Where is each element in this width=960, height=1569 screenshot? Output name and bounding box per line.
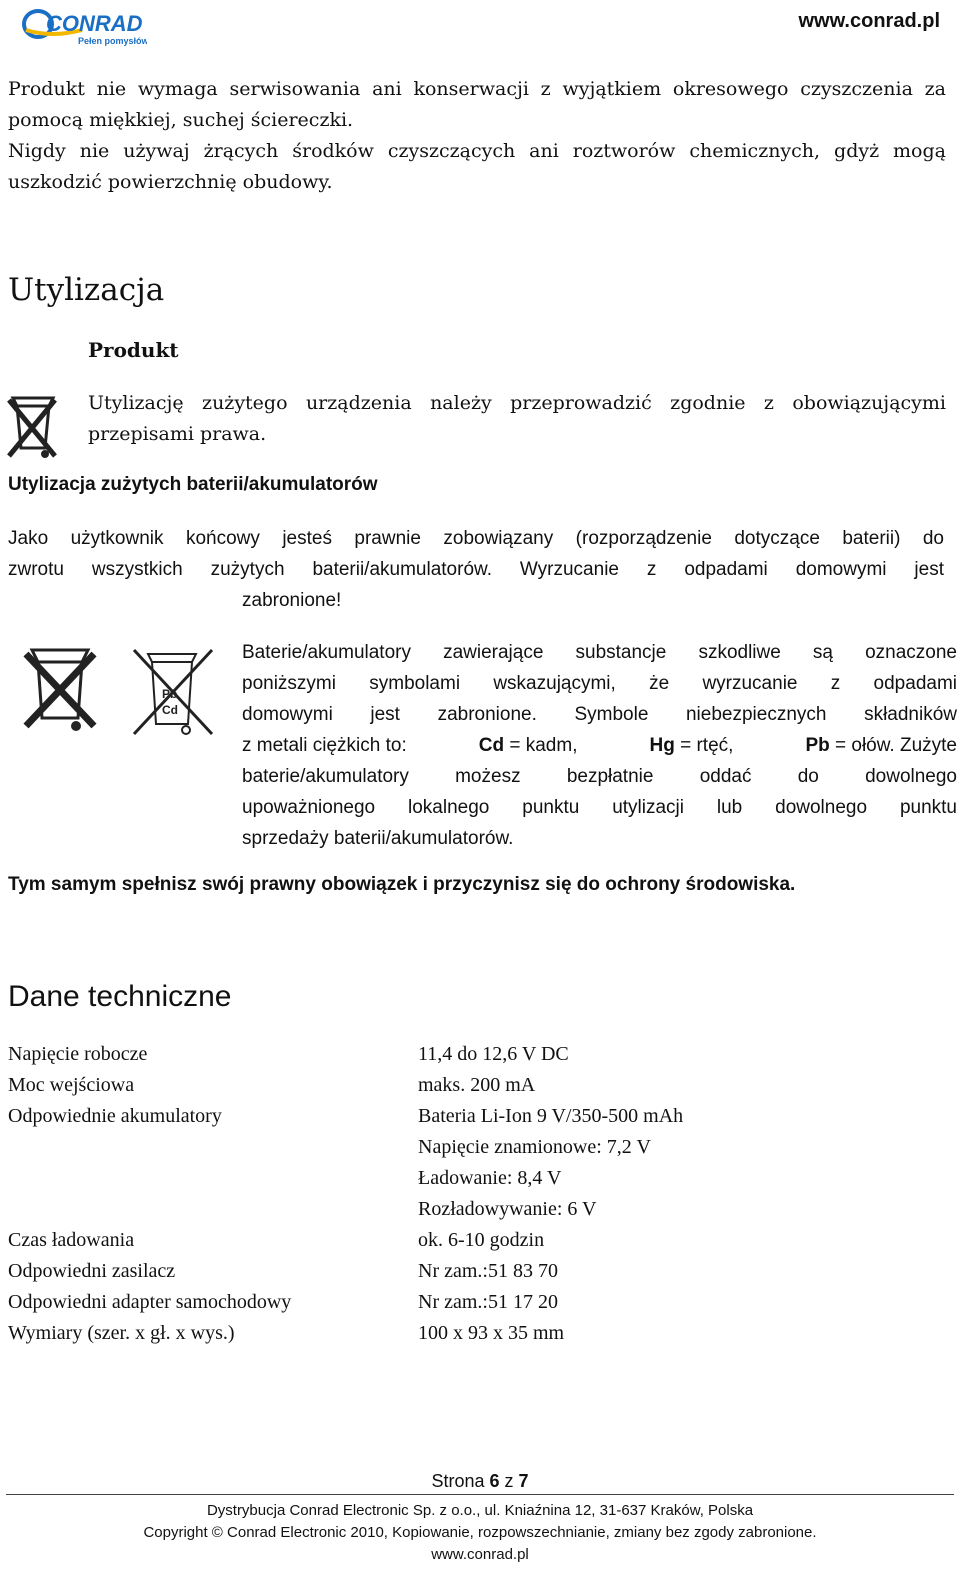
tech-label: Odpowiedni zasilacz (8, 1260, 176, 1282)
tech-heading: Dane techniczne (8, 980, 232, 1013)
utylizacja-heading: Utylizacja (8, 272, 165, 308)
tech-label: Odpowiedni adapter samochodowy (8, 1291, 292, 1313)
svg-text:CONRAD: CONRAD (46, 11, 143, 36)
tech-value: 100 x 93 x 35 mm (418, 1322, 565, 1344)
produkt-text-1: Utylizację zużytego urządzenia należy przeprowadzić zgodnie z obowiązującymi (88, 392, 946, 414)
footer-copyright: Copyright © Conrad Electronic 2010, Kopiowanie, rozpowszechnianie, zmiany bez zgody zabronione. (143, 1524, 817, 1541)
metals-line (242, 730, 957, 761)
symbols-line-7: sprzedaży baterii/akumulatorów. (242, 828, 514, 849)
tech-label: Wymiary (szer. x gł. x wys.) (8, 1322, 235, 1344)
metal-hg: Hg = rtęć, (649, 735, 734, 756)
intro-line-4: uszkodzić powierzchnię obudowy. (8, 171, 333, 193)
symbols-line-2: poniższymi symbolami wskazującymi, że wyrzucanie z odpadami (242, 673, 957, 694)
svg-text:Pb: Pb (162, 687, 178, 701)
page-number: Strona 6 z 7 (431, 1471, 529, 1491)
metal-cd: Cd = kadm, (478, 735, 578, 756)
footer-url: www.conrad.pl (431, 1546, 529, 1563)
footer-address: Dystrybucja Conrad Electronic Sp. z o.o., ul. Kniaźnina 12, 31-637 Kraków, Polska (206, 1502, 754, 1519)
svg-text:Cd: Cd (162, 703, 178, 717)
conrad-logo (22, 4, 147, 48)
tech-label: Odpowiednie akumulatory (8, 1105, 222, 1127)
symbols-line-6: upoważnionego lokalnego punktu utylizacji lub dowolnego punktu (242, 797, 957, 818)
battery-text-3: zabronione! (242, 590, 342, 611)
closing-statement: Tym samym spełnisz swój prawny obowiązek i przyczynisz się do ochrony środowiska. (8, 874, 796, 895)
produkt-text-2: przepisami prawa. (88, 423, 267, 445)
tech-value: Nr zam.:51 17 20 (418, 1291, 558, 1313)
battery-bin-icon (18, 642, 102, 743)
hazardous-bin-icon (126, 644, 218, 745)
tech-value: ok. 6-10 godzin (418, 1229, 545, 1251)
tech-value: Napięcie znamionowe: 7,2 V (418, 1136, 651, 1158)
footer-divider (6, 1494, 954, 1495)
produkt-heading: Produkt (88, 338, 179, 362)
battery-text-2: zwrotu wszystkich zużytych baterii/akumulatorów. Wyrzucanie z odpadami domowymi jest (8, 559, 944, 580)
tech-label: Czas ładowania (8, 1229, 135, 1251)
tech-value: maks. 200 mA (418, 1074, 536, 1096)
tech-label: Moc wejściowa (8, 1074, 135, 1096)
site-url: www.conrad.pl (798, 10, 940, 32)
tech-label: Napięcie robocze (8, 1043, 148, 1065)
metal-pb: Pb = ołów. Zużyte (805, 735, 957, 756)
tech-value: Ładowanie: 8,4 V (418, 1167, 562, 1189)
tech-value: Nr zam.:51 83 70 (418, 1260, 558, 1282)
battery-text-1: Jako użytkownik końcowy jesteś prawnie zobowiązany (rozporządzenie dotyczące baterii) do (8, 528, 944, 549)
symbols-line-5: baterie/akumulatory możesz bezpłatnie oddać do dowolnego (242, 766, 957, 787)
tech-value: Rozładowywanie: 6 V (418, 1198, 597, 1220)
tech-value: Bateria Li-Ion 9 V/350-500 mAh (418, 1105, 684, 1127)
symbols-line-1: Baterie/akumulatory zawierające substancje szkodliwe są oznaczone (242, 642, 957, 663)
battery-heading: Utylizacja zużytych baterii/akumulatorów (8, 474, 378, 495)
tech-value: 11,4 do 12,6 V DC (418, 1043, 569, 1065)
intro-line-1: Produkt nie wymaga serwisowania ani konserwacji z wyjątkiem okresowego czyszczenia za (8, 78, 946, 100)
svg-text:Pełen pomysłów: Pełen pomysłów (78, 36, 147, 46)
metals-prefix: z metali ciężkich to: (242, 735, 407, 756)
intro-line-3: Nigdy nie używaj żrących środków czyszczących ani roztworów chemicznych, gdyż mogą (8, 140, 946, 162)
intro-line-2: pomocą miękkiej, suchej ściereczki. (8, 109, 354, 131)
crossed-bin-icon (5, 392, 61, 469)
symbols-line-3: domowymi jest zabronione. Symbole niebezpiecznych składników (242, 704, 957, 725)
